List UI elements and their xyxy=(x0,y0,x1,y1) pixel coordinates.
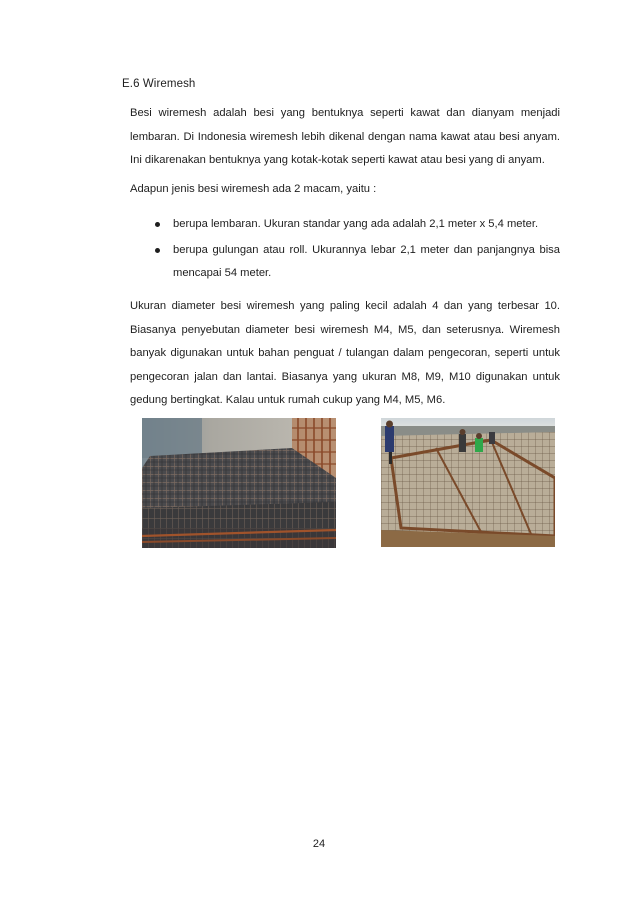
bullet-icon xyxy=(155,248,160,253)
wiremesh-site-photo xyxy=(381,418,555,547)
wiremesh-sheets-photo xyxy=(142,418,336,548)
paragraph-definition: Besi wiremesh adalah besi yang bentuknya seperti kawat dan dianyam menjadi lembaran. Di Indonesia wiremesh lebih dikenal dengan nama kawat atau besi anyam. Ini dikarenakan bentuknya yang kotak-kotak seperti kawat atau besi yang di anyam. xyxy=(130,107,560,166)
bullet-list xyxy=(155,213,560,288)
bullet-text: berupa lembaran. Ukuran standar yang ada adalah 2,1 meter x 5,4 meter. xyxy=(173,218,539,230)
section-heading: E.6 Wiremesh xyxy=(122,78,196,90)
bullet-text: berupa gulungan atau roll. Ukurannya lebar 2,1 meter dan panjangnya bisa mencapai 54 meter. xyxy=(173,243,560,279)
bullet-item-roll xyxy=(155,239,560,286)
page-number: 24 xyxy=(312,838,326,850)
bullet-icon xyxy=(155,222,160,227)
paragraph-types-intro: Adapun jenis besi wiremesh ada 2 macam, yaitu : xyxy=(130,183,377,195)
bullet-item-sheet xyxy=(155,213,560,237)
paragraph-diameter: Ukuran diameter besi wiremesh yang paling kecil adalah 4 dan yang terbesar 10. Biasanya penyebutan diameter besi wiremesh M4, M5, dan seterusnya. Wiremesh banyak digunakan untuk bahan penguat / tulangan dalam pengecoran, seperti untuk pengecoran jalan dan lantai. Biasanya yang ukuran M8, M9, M10 digunakan untuk gedung bertingkat. Kalau untuk rumah cukup yang M4, M5, M6. xyxy=(130,300,560,406)
